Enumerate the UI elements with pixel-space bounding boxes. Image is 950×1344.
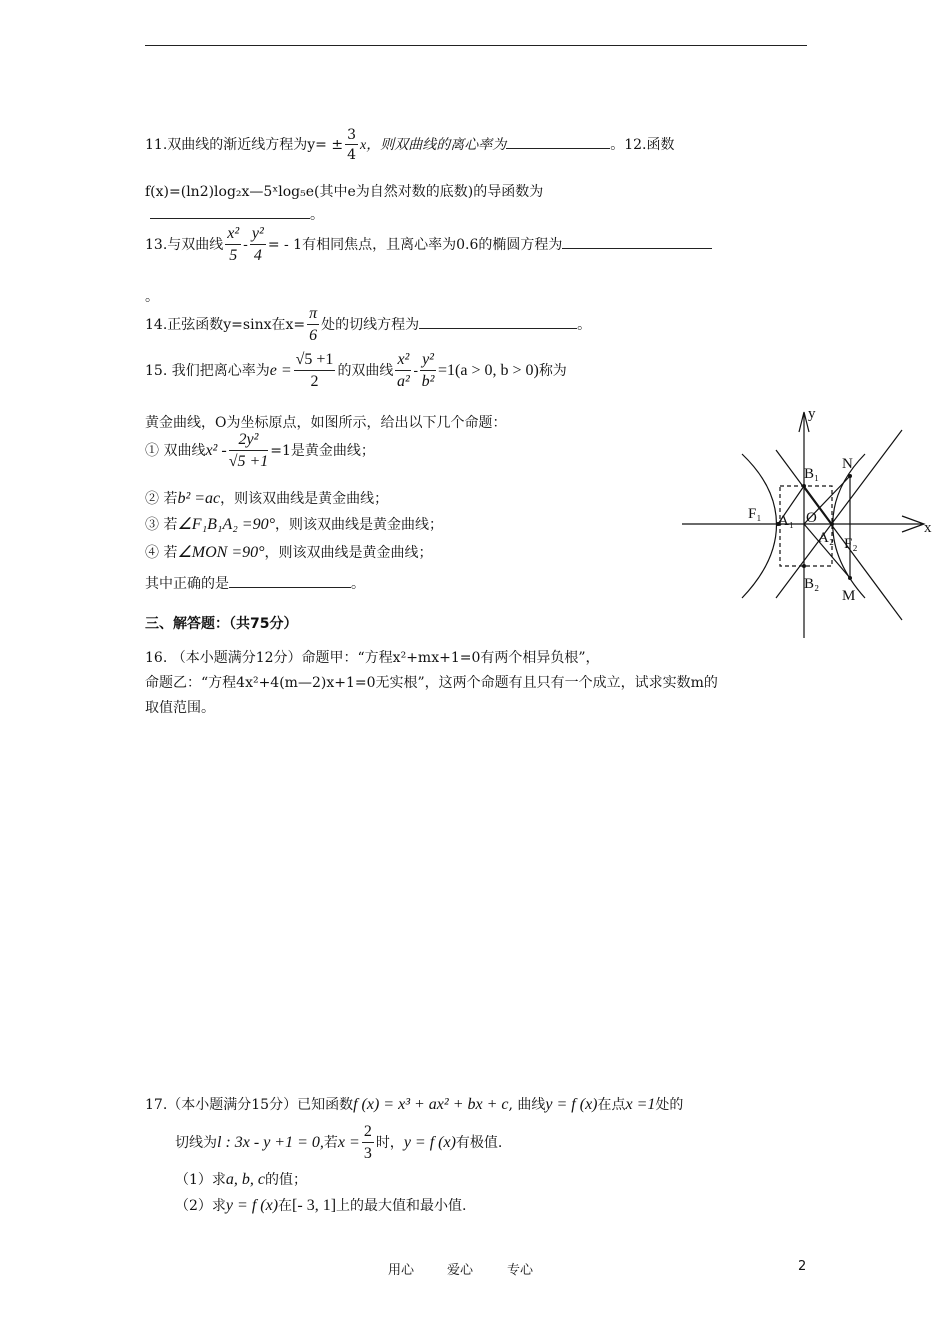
proposition-2: ② 若b² =ac，则该双曲线是黄金曲线； (145, 490, 389, 507)
answer-blank[interactable] (419, 316, 577, 329)
label-a1: A₁ (778, 513, 795, 529)
label-a2: A₂ (818, 530, 835, 546)
footer-word-1: 用心 (388, 1263, 415, 1278)
label-f1: F₁ (748, 506, 762, 522)
answer-blank[interactable] (229, 575, 351, 588)
question-16-line1: 16. （本小题满分12分）命题甲：“方程x²+mx+1=0有两个相异负根”， (145, 650, 600, 666)
point-a2 (830, 522, 834, 526)
asymptote-1 (776, 430, 902, 598)
question-12: f(x)=(ln2)log₂x—5ˣlog₅e(其中e为自然对数的底数)的导函数为 (145, 184, 544, 200)
question-13: 13.与双曲线 $\frac{\text{x²}}{5}$ - $\frac{\text{y²}}{4}$ = - 1有相同焦点，且离心率为0.6的椭圆方程为 (145, 226, 712, 264)
fraction: $\frac{3}{4}$ (347, 127, 357, 163)
label-o: O (806, 510, 817, 526)
question-15: 15. 我们把离心率为e = $\frac{√5 +1}{2}$ 的双曲线 $\frac{\text{x²}}{\text{a²}}$ - $\frac{\text{y²}}{\text{b²}}$ =1(a > 0, b > 0)称为 (145, 351, 567, 390)
label-m: M (842, 588, 856, 604)
label-n: N (842, 456, 853, 472)
answer-blank[interactable] (150, 206, 310, 219)
question-12-answer: 。 (150, 204, 324, 224)
question-17-line1: 17.（本小题满分15分）已知函数f (x) = x³ + ax² + bx + c, 曲线y = f (x)在点x =1处的 (145, 1096, 684, 1113)
question-14: 14.正弦函数y=sinx在x= $\frac{\pi}{6}$ 处的切线方程为 。 (145, 305, 592, 344)
proposition-3: ③ 若∠F₁B₁A₂ =90°，则该双曲线是黄金曲线； (145, 516, 443, 533)
question-13-end: 。 (145, 289, 159, 305)
question-15-line2: 黄金曲线，O为坐标原点，如图所示，给出以下几个命题： (145, 415, 507, 431)
page-number: 2 (798, 1259, 807, 1274)
proposition-4: ④ 若∠MON =90°，则该双曲线是黄金曲线； (145, 544, 433, 561)
label-b2: B₂ (804, 576, 820, 592)
label-y: y (808, 406, 816, 422)
question-15-answer: 其中正确的是 。 (145, 576, 365, 592)
asymptote-2 (776, 450, 902, 620)
question-16-line3: 取值范围。 (145, 700, 215, 716)
point-b1 (802, 484, 806, 488)
question-17-part2: （2）求y = f (x)在[- 3, 1]上的最大值和最小值. (175, 1197, 467, 1214)
question-17-line2: 切线为l : 3x - y +1 = 0,若x = $\frac{2}{3}$ 时，y = f (x)有极值. (175, 1123, 503, 1162)
hyperbola-figure (680, 402, 942, 642)
label-b1: B₁ (804, 466, 820, 482)
point-m (848, 576, 852, 580)
label-f2: F₂ (844, 536, 858, 552)
question-16-line2: 命题乙：“方程4x²+4(m—2)x+1=0无实根”，这两个命题有且只有一个成立，试求实数m的 (145, 675, 718, 691)
point-b2 (802, 564, 806, 568)
footer-word-3: 专心 (507, 1263, 534, 1278)
answer-blank[interactable] (562, 236, 712, 249)
question-17-part1: （1）求a, b, c的值； (175, 1171, 308, 1188)
proposition-1: ① 双曲线x² - $\frac{\text{2y²}}{√5 +1}$ =1是黄金曲线； (145, 431, 375, 470)
label-x: x (924, 520, 932, 536)
left-branch (742, 454, 777, 598)
point-n (848, 474, 852, 478)
answer-blank[interactable] (506, 136, 610, 149)
footer-word-2: 爱心 (447, 1263, 474, 1278)
section-heading: 三、解答题：（共75分） (145, 616, 298, 632)
header-rule (145, 45, 807, 46)
question-11: 11.双曲线的渐近线方程为y= ± $\frac{3}{4}$ x，则双曲线的离心率为 。12.函数 (145, 127, 675, 163)
